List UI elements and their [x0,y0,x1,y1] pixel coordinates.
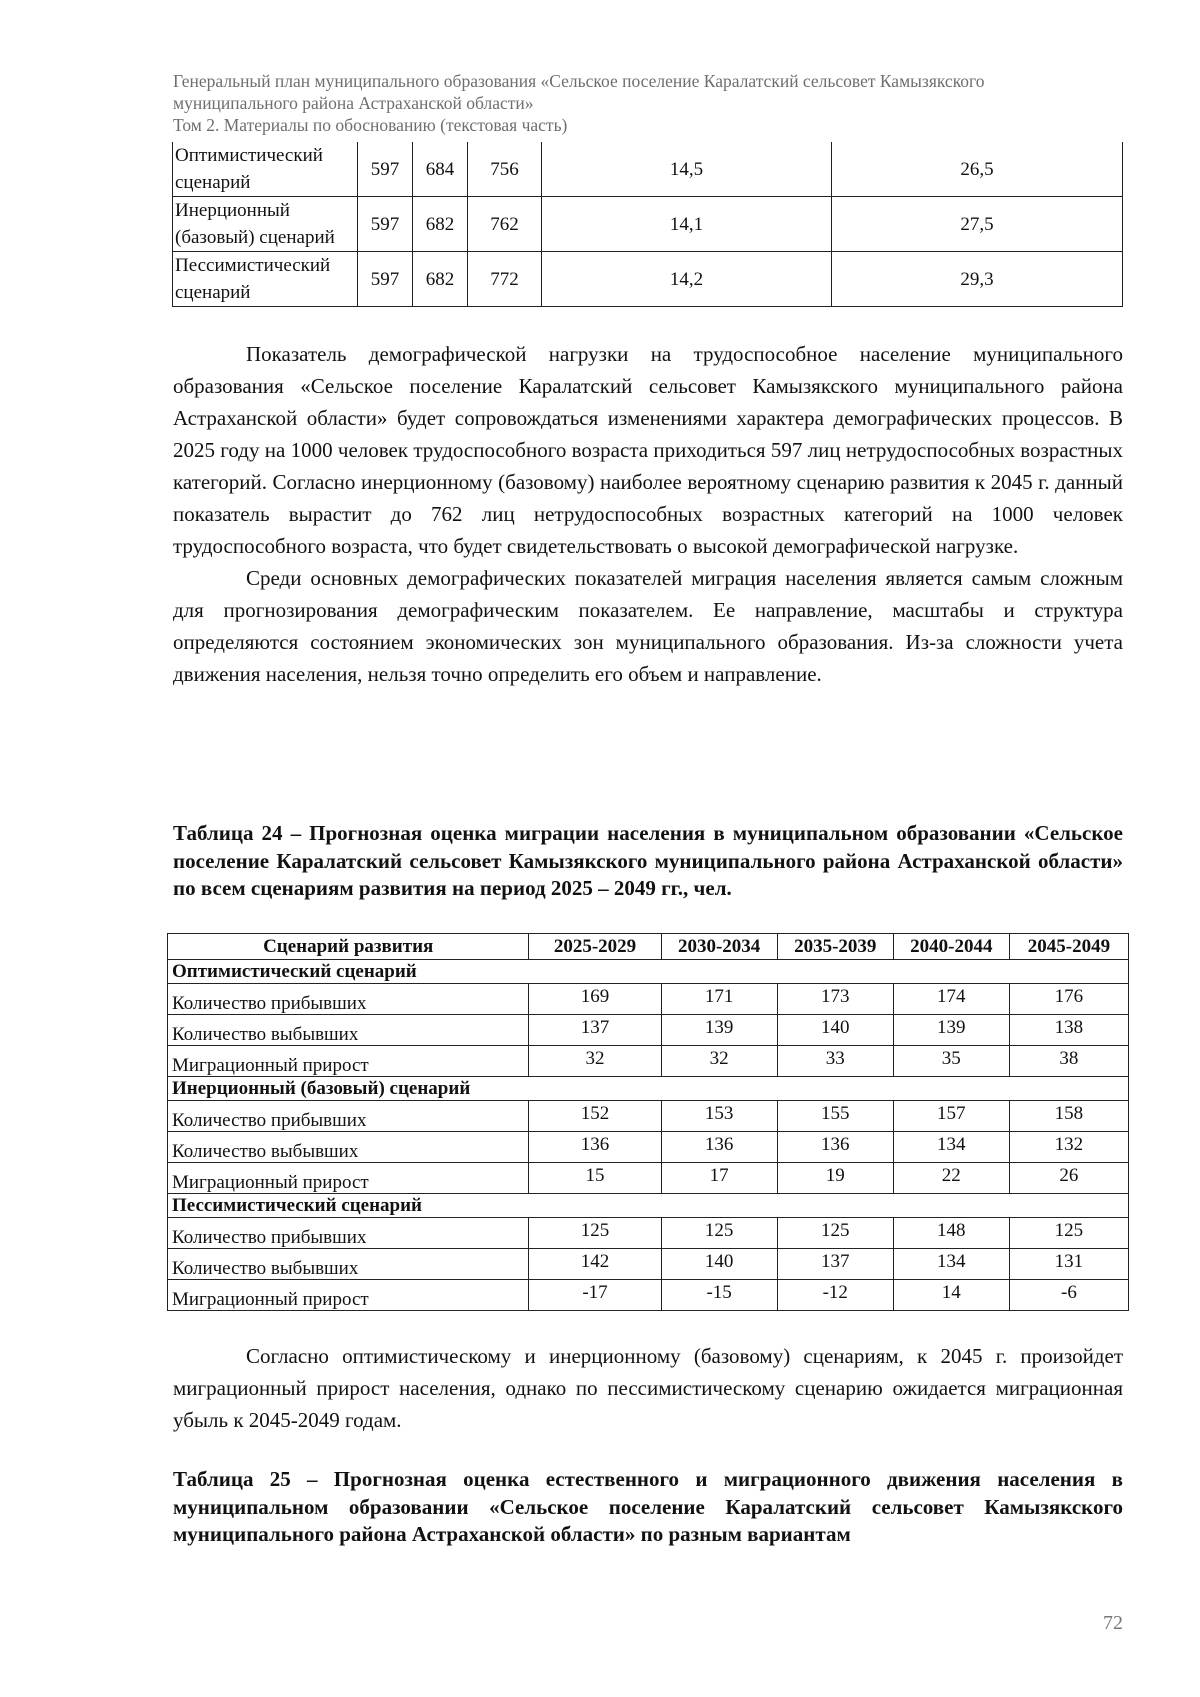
row-label: Количество прибывших [168,1218,529,1249]
table-cell: 137 [777,1249,893,1280]
row-label: Количество выбывших [168,1132,529,1163]
table-cell: 772 [468,252,542,307]
header-line-1: Генеральный план муниципального образования «Сельское поселение Каралатский сельсовет Камызякского [173,71,985,91]
table-cell: 136 [529,1132,661,1163]
table-cell: 152 [529,1101,661,1132]
row-label: Количество прибывших [168,1101,529,1132]
table-row [173,252,1123,307]
table-cell: 38 [1009,1046,1128,1077]
paragraph-migration-conclusion: Согласно оптимистическому и инерционному (базовому) сценариям, к 2045 г. произойдет миграционный прирост населения, однако по пессимистическому сценарию ожидается миграционная убыль к 2045-2049 годам. [173,1344,1123,1432]
table-cell: 33 [777,1046,893,1077]
table-cell: 134 [893,1249,1009,1280]
header-line-3: Том 2. Материалы по обоснованию (текстовая часть) [173,115,568,135]
table-row [173,142,1123,197]
table-cell: 684 [413,142,468,197]
page-number: 72 [1103,1612,1123,1634]
table-cell: 138 [1009,1015,1128,1046]
table-cell: 136 [661,1132,777,1163]
table-cell: 597 [358,252,413,307]
table-cell: 125 [777,1218,893,1249]
table-cell: 148 [893,1218,1009,1249]
table-cell: 32 [661,1046,777,1077]
table-cell: 26,5 [832,142,1123,197]
table-25-caption: Таблица 25 – Прогнозная оценка естественного и миграционного движения населения в муниципальном образовании «Сельское поселение Каралатский сельсовет Камызякского муниципального района Астраханской области» по разным вариантам [173,1467,1123,1546]
table-cell: 597 [358,142,413,197]
table-header-row [168,934,1129,960]
table-cell: 155 [777,1101,893,1132]
table-cell: 173 [777,984,893,1015]
scenario-label: Пессимистический сценарий [173,252,358,307]
table-cell: 35 [893,1046,1009,1077]
table-cell: 29,3 [832,252,1123,307]
section-title: Инерционный (базовый) сценарий [168,1077,1129,1101]
table-cell: 22 [893,1163,1009,1194]
table-cell: 174 [893,984,1009,1015]
scenario-label: Инерционный (базовый) сценарий [173,197,358,252]
table-row [168,1015,1129,1046]
table-row [168,1249,1129,1280]
table-row [168,1163,1129,1194]
table-cell: 125 [661,1218,777,1249]
table-cell: 132 [1009,1132,1128,1163]
paragraph-demographic-load: Показатель демографической нагрузки на трудоспособное население муниципального образования «Сельское поселение Каралатский сельсовет Камызякского муниципального района Астраханской области» будет сопровождаться изменениями характера демографических процессов. В 2025 году на 1000 человек трудоспособного возраста приходиться 597 лиц нетрудоспособных возрастных категорий. Согласно инерционному (базовому) наиболее вероятному сценарию развития к 2045 г. данный показатель вырастит до 762 лиц нетрудоспособных возрастных категорий на 1000 человек трудоспособного возраста, что будет свидетельствовать о высокой демографической нагрузке. [173,342,1123,558]
table-cell: 19 [777,1163,893,1194]
table-cell: 176 [1009,984,1128,1015]
header-line-2: муниципального района Астраханской области» [173,93,534,113]
table-cell: 125 [529,1218,661,1249]
section-row [168,960,1129,984]
table-cell: 17 [661,1163,777,1194]
column-header: 2035-2039 [777,934,893,960]
table-cell: 27,5 [832,197,1123,252]
column-header: Сценарий развития [168,934,529,960]
column-header: 2040-2044 [893,934,1009,960]
scenario-label: Оптимистический сценарий [173,142,358,197]
table-row [168,984,1129,1015]
table-cell: 682 [413,197,468,252]
row-label: Количество прибывших [168,984,529,1015]
table-cell: 14,1 [542,197,832,252]
table-cell: 32 [529,1046,661,1077]
row-label: Миграционный прирост [168,1046,529,1077]
table-cell: 153 [661,1101,777,1132]
table-24-caption: Таблица 24 – Прогнозная оценка миграции населения в муниципальном образовании «Сельское поселение Каралатский сельсовет Камызякского муниципального района Астраханской области» по всем сценариям развития на период 2025 – 2049 гг., чел. [173,821,1123,900]
column-header: 2025-2029 [529,934,661,960]
row-label: Миграционный прирост [168,1163,529,1194]
table-cell: 136 [777,1132,893,1163]
section-title: Оптимистический сценарий [168,960,1129,984]
table-cell: 14,5 [542,142,832,197]
table-row [173,197,1123,252]
table-cell: 134 [893,1132,1009,1163]
table-row [168,1132,1129,1163]
table-cell: 131 [1009,1249,1128,1280]
table-cell: 139 [661,1015,777,1046]
table-cell: 140 [777,1015,893,1046]
demographic-load-table [172,142,1123,307]
row-label: Миграционный прирост [168,1280,529,1311]
table-row [168,1101,1129,1132]
body-text-block-1 [173,338,1123,690]
table-cell: 14 [893,1280,1009,1311]
migration-forecast-table [167,933,1129,1311]
row-label: Количество выбывших [168,1249,529,1280]
body-text-block-2 [173,1340,1123,1436]
running-header [173,70,1133,136]
table-cell: 171 [661,984,777,1015]
table-cell: -12 [777,1280,893,1311]
section-row [168,1077,1129,1101]
table-cell: 158 [1009,1101,1128,1132]
table-cell: -17 [529,1280,661,1311]
section-row [168,1194,1129,1218]
column-header: 2030-2034 [661,934,777,960]
table-cell: 157 [893,1101,1009,1132]
paragraph-migration: Среди основных демографических показателей миграция населения является самым сложным для прогнозирования демографическим показателем. Ее направление, масштабы и структура определяются состоянием экономических зон муниципального образования. Из-за сложности учета движения населения, нельзя точно определить его объем и направление. [173,566,1123,686]
table-cell: 169 [529,984,661,1015]
table-cell: 15 [529,1163,661,1194]
row-label: Количество выбывших [168,1015,529,1046]
table-cell: 142 [529,1249,661,1280]
table-cell: 682 [413,252,468,307]
table-cell: 137 [529,1015,661,1046]
table-cell: 14,2 [542,252,832,307]
table-row [168,1280,1129,1311]
table-cell: 762 [468,197,542,252]
table-row [168,1218,1129,1249]
table-row [168,1046,1129,1077]
table-cell: 756 [468,142,542,197]
section-title: Пессимистический сценарий [168,1194,1129,1218]
column-header: 2045-2049 [1009,934,1128,960]
table-cell: 140 [661,1249,777,1280]
table-cell: 597 [358,197,413,252]
table-cell: 139 [893,1015,1009,1046]
table-cell: -15 [661,1280,777,1311]
table-cell: 26 [1009,1163,1128,1194]
table-cell: -6 [1009,1280,1128,1311]
table-cell: 125 [1009,1218,1128,1249]
